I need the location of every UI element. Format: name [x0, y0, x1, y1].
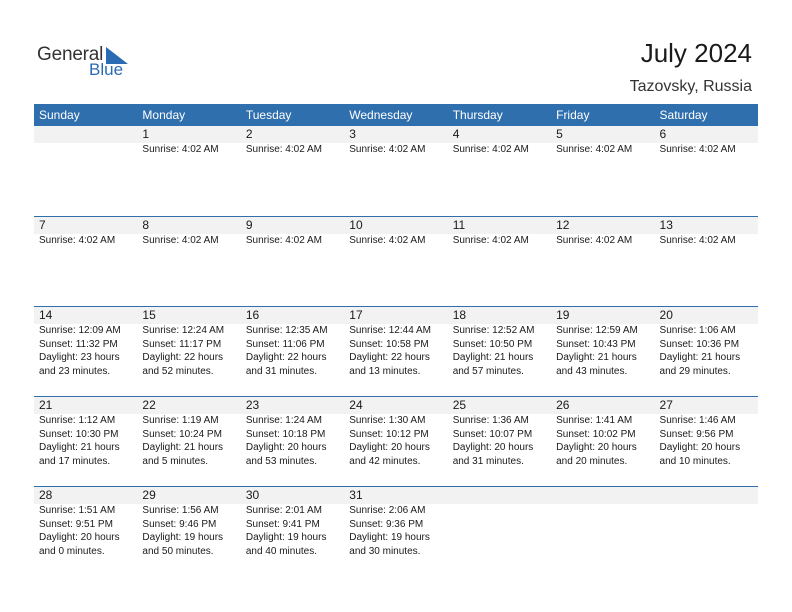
- day-sun-info: [349, 414, 447, 468]
- day-info-line: and 43 minutes.: [556, 365, 628, 377]
- week-row: [34, 216, 758, 306]
- weekday-header-sunday: Sunday: [39, 108, 80, 122]
- day-number: 22: [142, 398, 156, 412]
- day-sun-info: [142, 143, 240, 157]
- day-info-line: and 29 minutes.: [659, 365, 731, 377]
- day-info-line: Sunrise: 1:19 AM: [142, 415, 219, 426]
- day-sun-info: [246, 414, 344, 468]
- day-info-line: Sunset: 10:43 PM: [556, 338, 636, 350]
- day-sun-info: [660, 324, 758, 378]
- weekday-header-friday: Friday: [556, 108, 590, 122]
- day-info-line: Sunset: 9:56 PM: [659, 428, 734, 440]
- day-info-line: Sunset: 9:41 PM: [245, 518, 320, 530]
- day-info-line: Sunrise: 1:24 AM: [245, 415, 322, 426]
- day-sun-info: [556, 324, 654, 378]
- week-row: [34, 126, 758, 216]
- day-number: 10: [349, 218, 363, 232]
- week-row: [34, 306, 758, 396]
- day-info-line: Sunrise: 12:24 AM: [142, 325, 225, 336]
- day-info-line: Sunrise: 4:02 AM: [245, 235, 322, 246]
- day-number: 30: [245, 488, 260, 502]
- day-info-line: Sunrise: 1:51 AM: [39, 505, 116, 516]
- day-info-line: Sunset: 11:32 PM: [39, 338, 118, 350]
- day-info-line: Daylight: 19 hours: [349, 532, 430, 543]
- day-number: 9: [245, 218, 253, 232]
- day-cell-11: [448, 217, 551, 306]
- day-info-line: Sunrise: 4:02 AM: [556, 144, 633, 155]
- day-info-line: Sunset: 10:18 PM: [245, 428, 326, 440]
- day-info-line: Sunrise: 4:02 AM: [39, 235, 116, 246]
- day-info-line: Daylight: 19 hours: [142, 532, 224, 543]
- weekday-header-wednesday: Wednesday: [349, 108, 413, 122]
- calendar-grid: [34, 104, 758, 576]
- day-number: 25: [452, 398, 467, 412]
- day-sun-info: [660, 143, 758, 157]
- day-cell-15: [137, 307, 240, 396]
- day-info-line: and 20 minutes.: [556, 455, 628, 467]
- day-cell-10: [344, 217, 447, 306]
- brand-logo: [37, 44, 147, 80]
- day-info-line: Sunset: 9:51 PM: [39, 518, 113, 530]
- day-info-line: Sunset: 11:17 PM: [142, 338, 222, 350]
- day-info-line: Daylight: 21 hours: [452, 352, 534, 363]
- day-sun-info: [349, 324, 447, 378]
- day-info-line: Sunrise: 2:06 AM: [349, 505, 426, 516]
- day-sun-info: [39, 234, 137, 248]
- day-cell-empty: [551, 487, 654, 576]
- day-cell-4: [448, 126, 551, 216]
- day-cell-31: [344, 487, 447, 576]
- day-info-line: Sunrise: 4:02 AM: [142, 144, 219, 155]
- day-info-line: Daylight: 21 hours: [659, 352, 741, 363]
- day-cell-22: [137, 397, 240, 486]
- day-info-line: Daylight: 22 hours: [349, 352, 430, 363]
- day-cell-28: [34, 487, 137, 576]
- day-number: [556, 487, 654, 504]
- day-info-line: Sunrise: 1:36 AM: [452, 415, 529, 426]
- day-sun-info: [142, 324, 240, 378]
- day-number: 14: [39, 308, 53, 322]
- day-info-line: Sunrise: 4:02 AM: [452, 144, 529, 155]
- day-info-line: Sunset: 10:30 PM: [39, 428, 119, 440]
- day-cell-6: [655, 126, 758, 216]
- day-cell-8: [137, 217, 240, 306]
- day-info-line: and 31 minutes.: [452, 455, 524, 467]
- day-cell-20: [655, 307, 758, 396]
- day-info-line: Sunset: 10:24 PM: [142, 428, 222, 440]
- day-number: 2: [245, 127, 253, 141]
- day-info-line: Daylight: 22 hours: [142, 352, 224, 363]
- weekday-header-tuesday: Tuesday: [245, 108, 292, 122]
- day-number: [453, 487, 551, 504]
- day-info-line: Sunrise: 4:02 AM: [659, 144, 736, 155]
- day-cell-17: [344, 307, 447, 396]
- calendar-weeks: [34, 126, 758, 576]
- day-info-line: Sunrise: 4:02 AM: [245, 144, 322, 155]
- day-info-line: Sunset: 9:46 PM: [142, 518, 217, 530]
- day-sun-info: [246, 504, 344, 558]
- day-sun-info: [39, 414, 137, 468]
- week-row: [34, 396, 758, 486]
- day-cell-18: [448, 307, 551, 396]
- day-info-line: and 17 minutes.: [39, 455, 111, 467]
- day-cell-14: [34, 307, 137, 396]
- day-info-line: Daylight: 20 hours: [245, 442, 327, 453]
- day-cell-24: [344, 397, 447, 486]
- day-sun-info: [556, 143, 654, 157]
- day-cell-3: [344, 126, 447, 216]
- day-info-line: Sunset: 10:36 PM: [659, 338, 740, 350]
- day-cell-empty: [448, 487, 551, 576]
- day-info-line: Daylight: 21 hours: [39, 442, 120, 453]
- day-number: 1: [142, 127, 150, 141]
- day-info-line: and 52 minutes.: [142, 365, 214, 377]
- day-info-line: Daylight: 23 hours: [39, 352, 120, 363]
- day-sun-info: [246, 324, 344, 378]
- day-number: 23: [245, 398, 260, 412]
- day-cell-empty: [34, 126, 137, 216]
- day-info-line: Sunrise: 4:02 AM: [349, 144, 426, 155]
- day-info-line: and 0 minutes.: [39, 545, 105, 557]
- day-info-line: and 53 minutes.: [245, 455, 318, 467]
- day-number: 11: [452, 218, 466, 232]
- day-info-line: Sunset: 10:50 PM: [452, 338, 533, 350]
- day-sun-info: [142, 504, 240, 558]
- day-info-line: Sunrise: 4:02 AM: [142, 235, 219, 246]
- day-number: 8: [142, 218, 150, 232]
- day-info-line: Daylight: 20 hours: [349, 442, 430, 453]
- day-number: 16: [245, 308, 260, 322]
- day-info-line: Sunrise: 12:35 AM: [245, 325, 328, 336]
- day-number: 26: [556, 398, 570, 412]
- day-cell-13: [655, 217, 758, 306]
- day-info-line: and 50 minutes.: [142, 545, 214, 557]
- day-sun-info: [453, 143, 551, 157]
- day-info-line: Daylight: 19 hours: [245, 532, 327, 543]
- day-cell-empty: [655, 487, 758, 576]
- day-info-line: and 10 minutes.: [659, 455, 731, 467]
- day-info-line: Sunset: 10:58 PM: [349, 338, 429, 350]
- day-info-line: Sunrise: 4:02 AM: [452, 235, 529, 246]
- day-sun-info: [453, 414, 551, 468]
- day-info-line: and 31 minutes.: [245, 365, 318, 377]
- day-number: 20: [659, 308, 673, 322]
- day-sun-info: [246, 234, 344, 248]
- day-number: 18: [452, 308, 467, 322]
- day-cell-2: [241, 126, 344, 216]
- day-info-line: and 57 minutes.: [452, 365, 524, 377]
- day-info-line: and 23 minutes.: [39, 365, 111, 377]
- day-number: 21: [39, 398, 53, 412]
- day-number: 17: [349, 308, 363, 322]
- page-title: July 2024: [640, 38, 752, 68]
- day-info-line: and 30 minutes.: [349, 545, 421, 557]
- day-info-line: Sunrise: 1:12 AM: [39, 415, 116, 426]
- day-sun-info: [349, 504, 447, 558]
- day-number: [660, 487, 758, 504]
- day-cell-26: [551, 397, 654, 486]
- day-cell-5: [551, 126, 654, 216]
- day-number: 7: [39, 218, 46, 232]
- day-sun-info: [453, 324, 551, 378]
- day-info-line: Daylight: 21 hours: [142, 442, 224, 453]
- day-info-line: Daylight: 22 hours: [245, 352, 327, 363]
- week-row: [34, 486, 758, 576]
- day-info-line: Sunrise: 4:02 AM: [556, 235, 633, 246]
- day-number: 24: [349, 398, 363, 412]
- day-info-line: Sunset: 10:07 PM: [452, 428, 533, 440]
- day-info-line: Daylight: 21 hours: [556, 352, 637, 363]
- day-sun-info: [453, 234, 551, 248]
- day-sun-info: [660, 414, 758, 468]
- day-info-line: Sunrise: 4:02 AM: [349, 235, 426, 246]
- day-info-line: Daylight: 20 hours: [452, 442, 534, 453]
- day-cell-29: [137, 487, 240, 576]
- day-number: 19: [556, 308, 570, 322]
- day-sun-info: [349, 143, 447, 157]
- day-number: 31: [349, 488, 363, 502]
- location-subtitle: Tazovsky, Russia: [629, 78, 752, 95]
- day-number: 3: [349, 127, 356, 141]
- day-sun-info: [142, 414, 240, 468]
- day-sun-info: [349, 234, 447, 248]
- day-info-line: Sunrise: 12:09 AM: [39, 325, 121, 336]
- day-info-line: Sunset: 9:36 PM: [349, 518, 424, 530]
- day-info-line: Sunrise: 2:01 AM: [245, 505, 322, 516]
- weekday-header-saturday: Saturday: [659, 108, 708, 122]
- day-info-line: Sunrise: 1:41 AM: [556, 415, 633, 426]
- day-info-line: Sunrise: 1:46 AM: [659, 415, 736, 426]
- day-number: 27: [659, 398, 673, 412]
- day-cell-21: [34, 397, 137, 486]
- day-cell-25: [448, 397, 551, 486]
- day-cell-30: [241, 487, 344, 576]
- day-info-line: and 5 minutes.: [142, 455, 209, 467]
- day-info-line: Sunset: 11:06 PM: [245, 338, 325, 350]
- day-number: 12: [556, 218, 570, 232]
- day-cell-1: [137, 126, 240, 216]
- day-cell-12: [551, 217, 654, 306]
- day-number: 6: [659, 127, 667, 141]
- day-info-line: Sunset: 10:02 PM: [556, 428, 636, 440]
- day-info-line: and 13 minutes.: [349, 365, 421, 377]
- day-cell-23: [241, 397, 344, 486]
- day-cell-19: [551, 307, 654, 396]
- logo-general-text: General: [37, 44, 104, 65]
- day-info-line: Daylight: 20 hours: [39, 532, 120, 543]
- day-info-line: Sunrise: 1:06 AM: [659, 325, 736, 336]
- day-cell-27: [655, 397, 758, 486]
- logo-blue-text: Blue: [89, 60, 124, 79]
- day-sun-info: [142, 234, 240, 248]
- day-info-line: and 42 minutes.: [349, 455, 421, 467]
- day-sun-info: [39, 504, 137, 558]
- day-info-line: Daylight: 20 hours: [659, 442, 741, 453]
- day-info-line: and 40 minutes.: [245, 545, 318, 557]
- day-info-line: Sunrise: 1:56 AM: [142, 505, 219, 516]
- day-number: 28: [39, 488, 53, 502]
- day-sun-info: [39, 324, 137, 378]
- day-cell-7: [34, 217, 137, 306]
- day-info-line: Sunset: 10:12 PM: [349, 428, 429, 440]
- day-number: [39, 126, 137, 143]
- day-number: 5: [556, 127, 563, 141]
- day-info-line: Daylight: 20 hours: [556, 442, 637, 453]
- day-info-line: Sunrise: 1:30 AM: [349, 415, 426, 426]
- day-sun-info: [246, 143, 344, 157]
- day-info-line: Sunrise: 12:52 AM: [452, 325, 535, 336]
- weekday-header-thursday: Thursday: [452, 108, 503, 122]
- day-cell-9: [241, 217, 344, 306]
- day-number: 4: [452, 127, 460, 141]
- day-sun-info: [556, 414, 654, 468]
- day-info-line: Sunrise: 12:59 AM: [556, 325, 638, 336]
- day-info-line: Sunrise: 4:02 AM: [659, 235, 736, 246]
- day-info-line: Sunrise: 12:44 AM: [349, 325, 431, 336]
- weekday-header-monday: Monday: [142, 108, 186, 122]
- day-cell-16: [241, 307, 344, 396]
- weekday-header-row: [34, 104, 758, 126]
- day-number: 15: [142, 308, 156, 322]
- day-number: 29: [142, 488, 156, 502]
- day-sun-info: [660, 234, 758, 248]
- day-sun-info: [556, 234, 654, 248]
- day-number: 13: [659, 218, 673, 232]
